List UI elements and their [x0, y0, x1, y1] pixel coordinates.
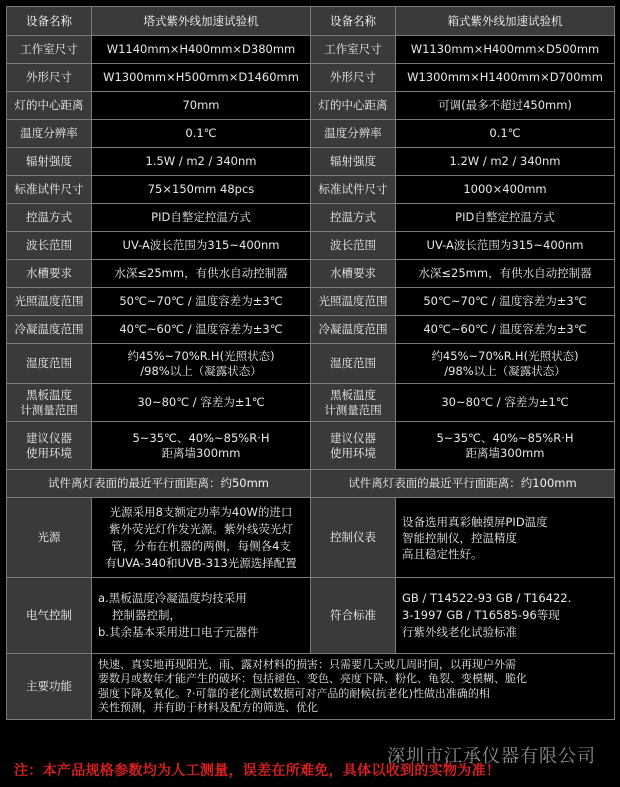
environment-label-line: 使用环境 [330, 445, 376, 460]
header-right-value: 箱式紫外线加速试验机 [396, 7, 615, 36]
spec-sheet [6, 6, 614, 720]
spec-value: PID自整定控温方式 [396, 204, 615, 232]
spec-label: 辐射强度 [311, 148, 396, 176]
spec-value: 水深≤25mm，有供水自动控制器 [396, 260, 615, 288]
standard-value [396, 578, 615, 654]
main-function-line: 要数月或数年才能产生的破坏：包括褪色、变色、亮度下降、粉化、龟裂、变模糊、脆化 [98, 672, 527, 685]
electric-control-label: 电气控制 [7, 578, 92, 654]
header-row [7, 7, 615, 36]
control-meter-line: 智能控制仪，控温精度 [402, 530, 517, 545]
light-source-row [7, 498, 615, 578]
humidity-row [7, 344, 615, 384]
spec-value: 水深≤25mm，有供水自动控制器 [92, 260, 311, 288]
light-source-line: 有UVA-340和UVB-313光源选择配置 [105, 555, 297, 570]
electric-control-line: a.黑板温度冷凝温度均技采用 [98, 591, 247, 605]
environment-label [311, 422, 396, 470]
spec-value: 1.2W / m2 / 340nm [396, 148, 615, 176]
spec-label: 波长范围 [311, 232, 396, 260]
environment-value-line: 距离墙300mm [161, 445, 241, 460]
spec-value: 0.1℃ [92, 120, 311, 148]
control-meter-label: 控制仪表 [311, 498, 396, 578]
electric-control-line: 控制器控制， [112, 608, 181, 622]
spec-label: 光照温度范围 [7, 288, 92, 316]
spec-label: 外形尺寸 [311, 64, 396, 92]
electric-control-line: b.其余基本采用进口电子元器件 [98, 625, 259, 639]
spec-value: 0.1℃ [396, 120, 615, 148]
functions-row [7, 654, 615, 720]
distance-row [7, 470, 615, 498]
humidity-value [92, 344, 311, 384]
blackboard-row [7, 384, 615, 422]
blackboard-label-line: 黑板温度 [330, 387, 376, 402]
blackboard-label-line: 黑板温度 [26, 387, 72, 402]
environment-value-line: 距离墙300mm [465, 445, 545, 460]
standard-label: 符合标准 [311, 578, 396, 654]
spec-label: 工作室尺寸 [311, 36, 396, 64]
spec-label: 温度分辨率 [7, 120, 92, 148]
humidity-value-line: /98%以上（凝露状态） [444, 363, 566, 378]
spec-label: 水槽要求 [311, 260, 396, 288]
spec-value: W1300mm×H500mm×D1460mm [92, 64, 311, 92]
spec-table [6, 6, 615, 720]
humidity-value-line: 约45%~70%R.H(光照状态) [127, 348, 275, 363]
spec-label: 灯的中心距离 [7, 92, 92, 120]
disclaimer-notice: 注：本产品规格参数均为人工测量，误差在所难免，具体以收到的实物为准！ [14, 763, 501, 779]
blackboard-value: 30~80℃ / 容差为±1℃ [396, 384, 615, 422]
light-source-line: 紫外荧光灯作发光源。紫外线荧光灯 [109, 521, 293, 536]
light-source-value [92, 498, 311, 578]
environment-label [7, 422, 92, 470]
spec-row [7, 148, 615, 176]
light-source-line: 管，分布在机器的两侧，每侧各4支 [111, 538, 291, 553]
control-meter-line: 设备选用真彩触摸屏PID温度 [402, 514, 548, 529]
spec-label: 水槽要求 [7, 260, 92, 288]
main-function-value [92, 654, 615, 720]
blackboard-label-line: 计测量范围 [324, 402, 382, 417]
humidity-label: 湿度范围 [7, 344, 92, 384]
standard-line: 行紫外线老化试验标准 [402, 625, 517, 639]
control-meter-value [396, 498, 615, 578]
light-source-line: 光源采用8支额定功率为40W的进口 [109, 504, 293, 519]
spec-value: UV-A波长范围为315~400nm [396, 232, 615, 260]
spec-value: 可调(最多不超过450mm) [396, 92, 615, 120]
header-right-label: 设备名称 [311, 7, 396, 36]
spec-value: 50℃~70℃ / 温度容差为±3℃ [92, 288, 311, 316]
spec-value: W1300mm×H1400mm×D700mm [396, 64, 615, 92]
environment-value [396, 422, 615, 470]
spec-value: W1140mm×H400mm×D380mm [92, 36, 311, 64]
spec-value: PID自整定控温方式 [92, 204, 311, 232]
blackboard-label [311, 384, 396, 422]
blackboard-label-line: 计测量范围 [20, 402, 78, 417]
spec-value: 70mm [92, 92, 311, 120]
spec-row [7, 204, 615, 232]
spec-row [7, 36, 615, 64]
humidity-value-line: /98%以上（凝露状态） [140, 363, 262, 378]
main-function-line: 强度下降及氧化。?·可靠的老化测试数据可对产品的耐候(抗老化)性做出准确的相 [98, 686, 490, 700]
environment-value-line: 5~35℃、40%~85%R·H [132, 430, 270, 445]
environment-value [92, 422, 311, 470]
main-function-line: 快速、真实地再现阳光、雨、露对材料的损害：只需要几天或几周时间，以再现户外需 [98, 657, 516, 671]
blackboard-value: 30~80℃ / 容差为±1℃ [92, 384, 311, 422]
header-left-label: 设备名称 [7, 7, 92, 36]
spec-row [7, 316, 615, 344]
spec-label: 辐射强度 [7, 148, 92, 176]
spec-label: 标准试件尺寸 [311, 176, 396, 204]
humidity-value-line: 约45%~70%R.H(光照状态) [431, 348, 579, 363]
environment-label-line: 建议仪器 [330, 430, 376, 445]
company-watermark: 深圳市江承仪器有限公司 [387, 746, 596, 767]
spec-label: 冷凝温度范围 [7, 316, 92, 344]
environment-label-line: 建议仪器 [26, 430, 72, 445]
humidity-value [396, 344, 615, 384]
spec-row [7, 92, 615, 120]
humidity-label: 湿度范围 [311, 344, 396, 384]
spec-value: UV-A波长范围为315~400nm [92, 232, 311, 260]
spec-row [7, 288, 615, 316]
spec-label: 温度分辨率 [311, 120, 396, 148]
spec-value: W1130mm×H400mm×D500mm [396, 36, 615, 64]
main-function-line: 关性预测，并有助于材料及配方的筛选、优化 [98, 701, 318, 714]
spec-label: 光照温度范围 [311, 288, 396, 316]
control-meter-line: 高且稳定性好。 [402, 546, 483, 561]
spec-label: 控温方式 [311, 204, 396, 232]
spec-value: 1000×400mm [396, 176, 615, 204]
spec-value: 40℃~60℃ / 温度容差为±3℃ [92, 316, 311, 344]
electric-row [7, 578, 615, 654]
environment-value-line: 5~35℃、40%~85%R·H [436, 430, 574, 445]
spec-row [7, 176, 615, 204]
spec-label: 标准试件尺寸 [7, 176, 92, 204]
environment-label-line: 使用环境 [26, 445, 72, 460]
spec-label: 波长范围 [7, 232, 92, 260]
standard-line: GB / T14522-93 GB / T16422. [402, 591, 572, 605]
spec-value: 50℃~70℃ / 温度容差为±3℃ [396, 288, 615, 316]
spec-label: 控温方式 [7, 204, 92, 232]
spec-row [7, 64, 615, 92]
spec-value: 40℃~60℃ / 温度容差为±3℃ [396, 316, 615, 344]
electric-control-value [92, 578, 311, 654]
light-source-label: 光源 [7, 498, 92, 578]
main-function-label: 主要功能 [7, 654, 92, 720]
environment-row [7, 422, 615, 470]
spec-label: 工作室尺寸 [7, 36, 92, 64]
spec-label: 外形尺寸 [7, 64, 92, 92]
spec-label: 灯的中心距离 [311, 92, 396, 120]
spec-row [7, 260, 615, 288]
footer [0, 742, 620, 787]
spec-label: 冷凝温度范围 [311, 316, 396, 344]
standard-line: 3-1997 GB / T16585-96等现 [402, 608, 560, 622]
spec-row [7, 232, 615, 260]
spec-row [7, 120, 615, 148]
spec-value: 1.5W / m2 / 340nm [92, 148, 311, 176]
spec-value: 75×150mm 48pcs [92, 176, 311, 204]
header-left-value: 塔式紫外线加速试验机 [92, 7, 311, 36]
distance-right: 试件离灯表面的最近平行面距离：约100mm [311, 470, 615, 498]
distance-left: 试件离灯表面的最近平行面距离：约50mm [7, 470, 311, 498]
blackboard-label [7, 384, 92, 422]
